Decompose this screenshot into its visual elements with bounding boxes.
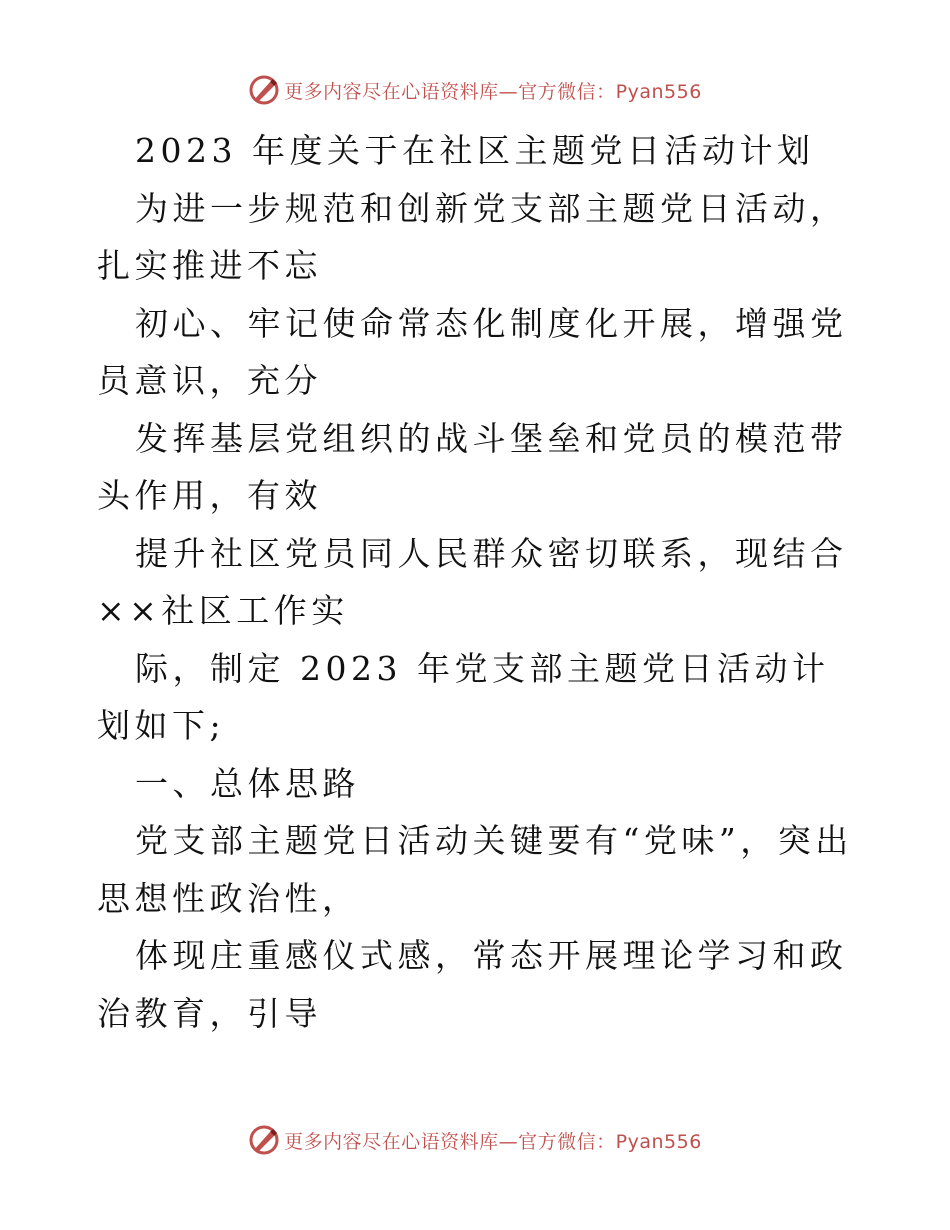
section-heading: 一、总体思路: [135, 763, 360, 803]
paragraph: 体现庄重感仪式感，常态开展理论学习和政治教育，引导: [97, 936, 848, 1033]
paragraph: 际，制定 2023 年党支部主题党日活动计划如下;: [97, 648, 830, 745]
paragraph: 发挥基层党组织的战斗堡垒和党员的模范带头作用，有效: [97, 418, 848, 515]
pen-logo-icon: [248, 1124, 280, 1156]
footer-watermark: [0, 1120, 950, 1160]
paragraph: 为进一步规范和创新党支部主题党日活动，扎实推进不忘: [97, 188, 848, 285]
document-title: 2023 年度关于在社区主题党日活动计划: [135, 131, 815, 170]
paragraph: 党支部主题党日活动关键要有“党味”，突出思想性政治性，: [97, 821, 853, 918]
paragraph: 提升社区党员同人民群众密切联系，现结合××社区工作实: [97, 533, 848, 630]
pen-logo-icon: [248, 74, 280, 106]
document-body: [97, 122, 857, 1042]
watermark-text: 更多内容尽在心语资料库—官方微信：Pyan556: [284, 80, 702, 103]
header-watermark: [0, 70, 950, 110]
watermark-text: 更多内容尽在心语资料库—官方微信：Pyan556: [284, 1130, 702, 1153]
paragraph: 初心、牢记使命常态化制度化开展，增强党员意识，充分: [97, 303, 848, 400]
